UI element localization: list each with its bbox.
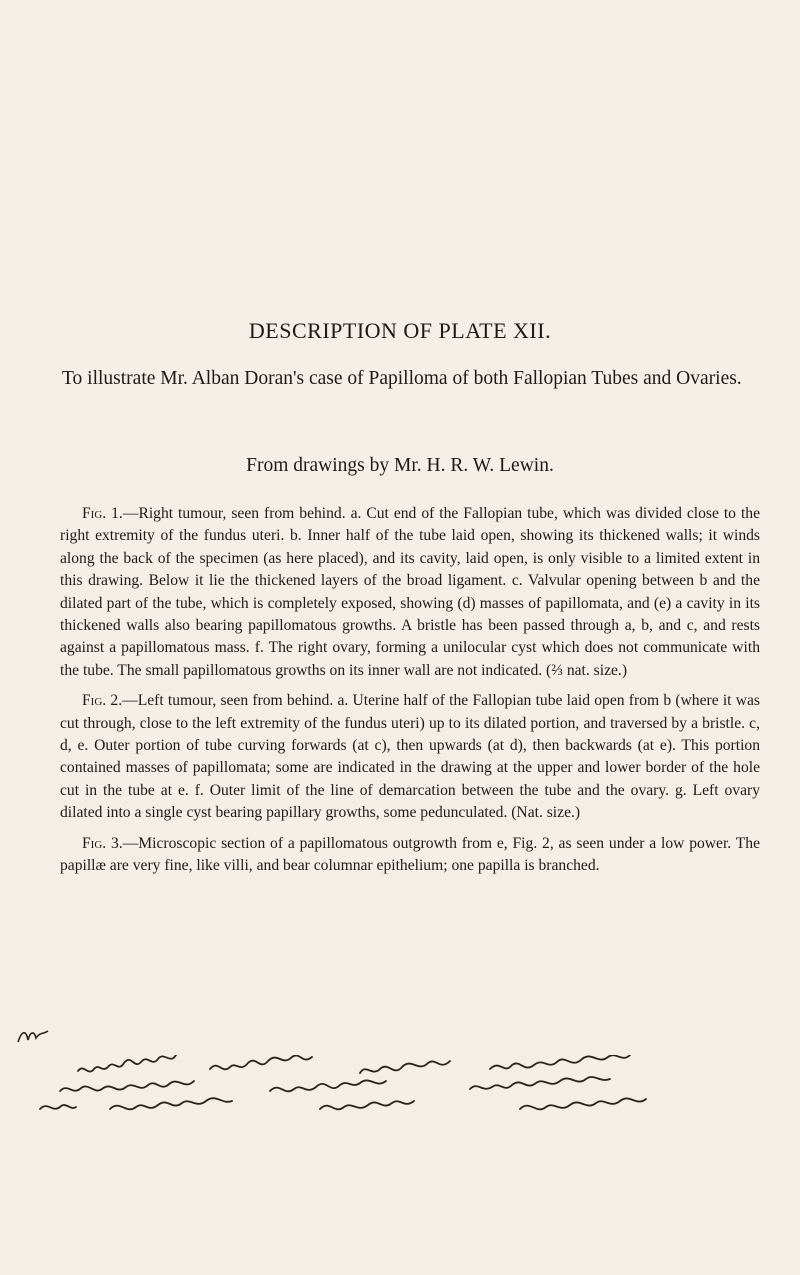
figure-1-label: Fig. 1.	[82, 505, 123, 522]
figure-1-description	[60, 503, 760, 682]
credit-line: From drawings by Mr. H. R. W. Lewin.	[246, 455, 554, 476]
handwritten-margin-note	[14, 1028, 54, 1048]
handwritten-annotation	[0, 1055, 800, 1115]
figure-3-description	[60, 833, 760, 878]
figure-3-text: —Microscopic section of a papillomatous outgrowth from e, Fig. 2, as seen under a low power. The papillæ are very fine, like villi, and bear columnar epithelium; one papilla is branched.	[60, 834, 760, 875]
figure-3-label: Fig. 3.	[82, 834, 123, 852]
intro-paragraph: To illustrate Mr. Alban Doran's case of Papilloma of both Fallopian Tubes and Ovaries.	[62, 368, 742, 389]
figure-1-text: —Right tumour, seen from behind. a. Cut end of the Fallopian tube, which was divided close to the right extremity of the fundus uteri. b. Inner half of the tube laid open, showing its thickened walls; it winds along the back of the specimen (as here placed), and its cavity, laid open, is only visible to a limited extent in this drawing. Below it lie the thickened layers of the broad ligament. c. Valvular opening between b and the dilated part of the tube, which is completely exposed, showing (d) masses of papillomata, and (e) a cavity in its thickened walls also bearing papillomatous growths. A bristle has been passed through a, b, and c, and rests against a papillomatous mass. f. The right ovary, forming a unilocular cyst which does not communicate with the tube. The small papillomatous growths on its inner wall are not indicated. (⅔ nat. size.)	[60, 505, 760, 679]
figure-descriptions	[60, 503, 760, 886]
figure-2-text: —Left tumour, seen from behind. a. Uterine half of the Fallopian tube laid open from b (where it was cut through, close to the left extremity of the fundus uteri) up to its dilated portion, and traversed by a bristle. c, d, e. Outer portion of tube curving forwards (at c), then upwards (at d), then backwards (at e). This portion contained masses of papillomata; some are indicated in the drawing at the upper and lower border of the hole cut in the tube at e. f. Outer limit of the line of demarcation between the tube and the ovary. g. Left ovary dilated into a single cyst bearing papillary growths, some pedunculated. (Nat. size.)	[60, 692, 760, 822]
figure-2-description	[60, 690, 760, 824]
figure-2-label: Fig. 2.	[82, 692, 123, 710]
plate-title: DESCRIPTION OF PLATE XII.	[248, 318, 552, 343]
